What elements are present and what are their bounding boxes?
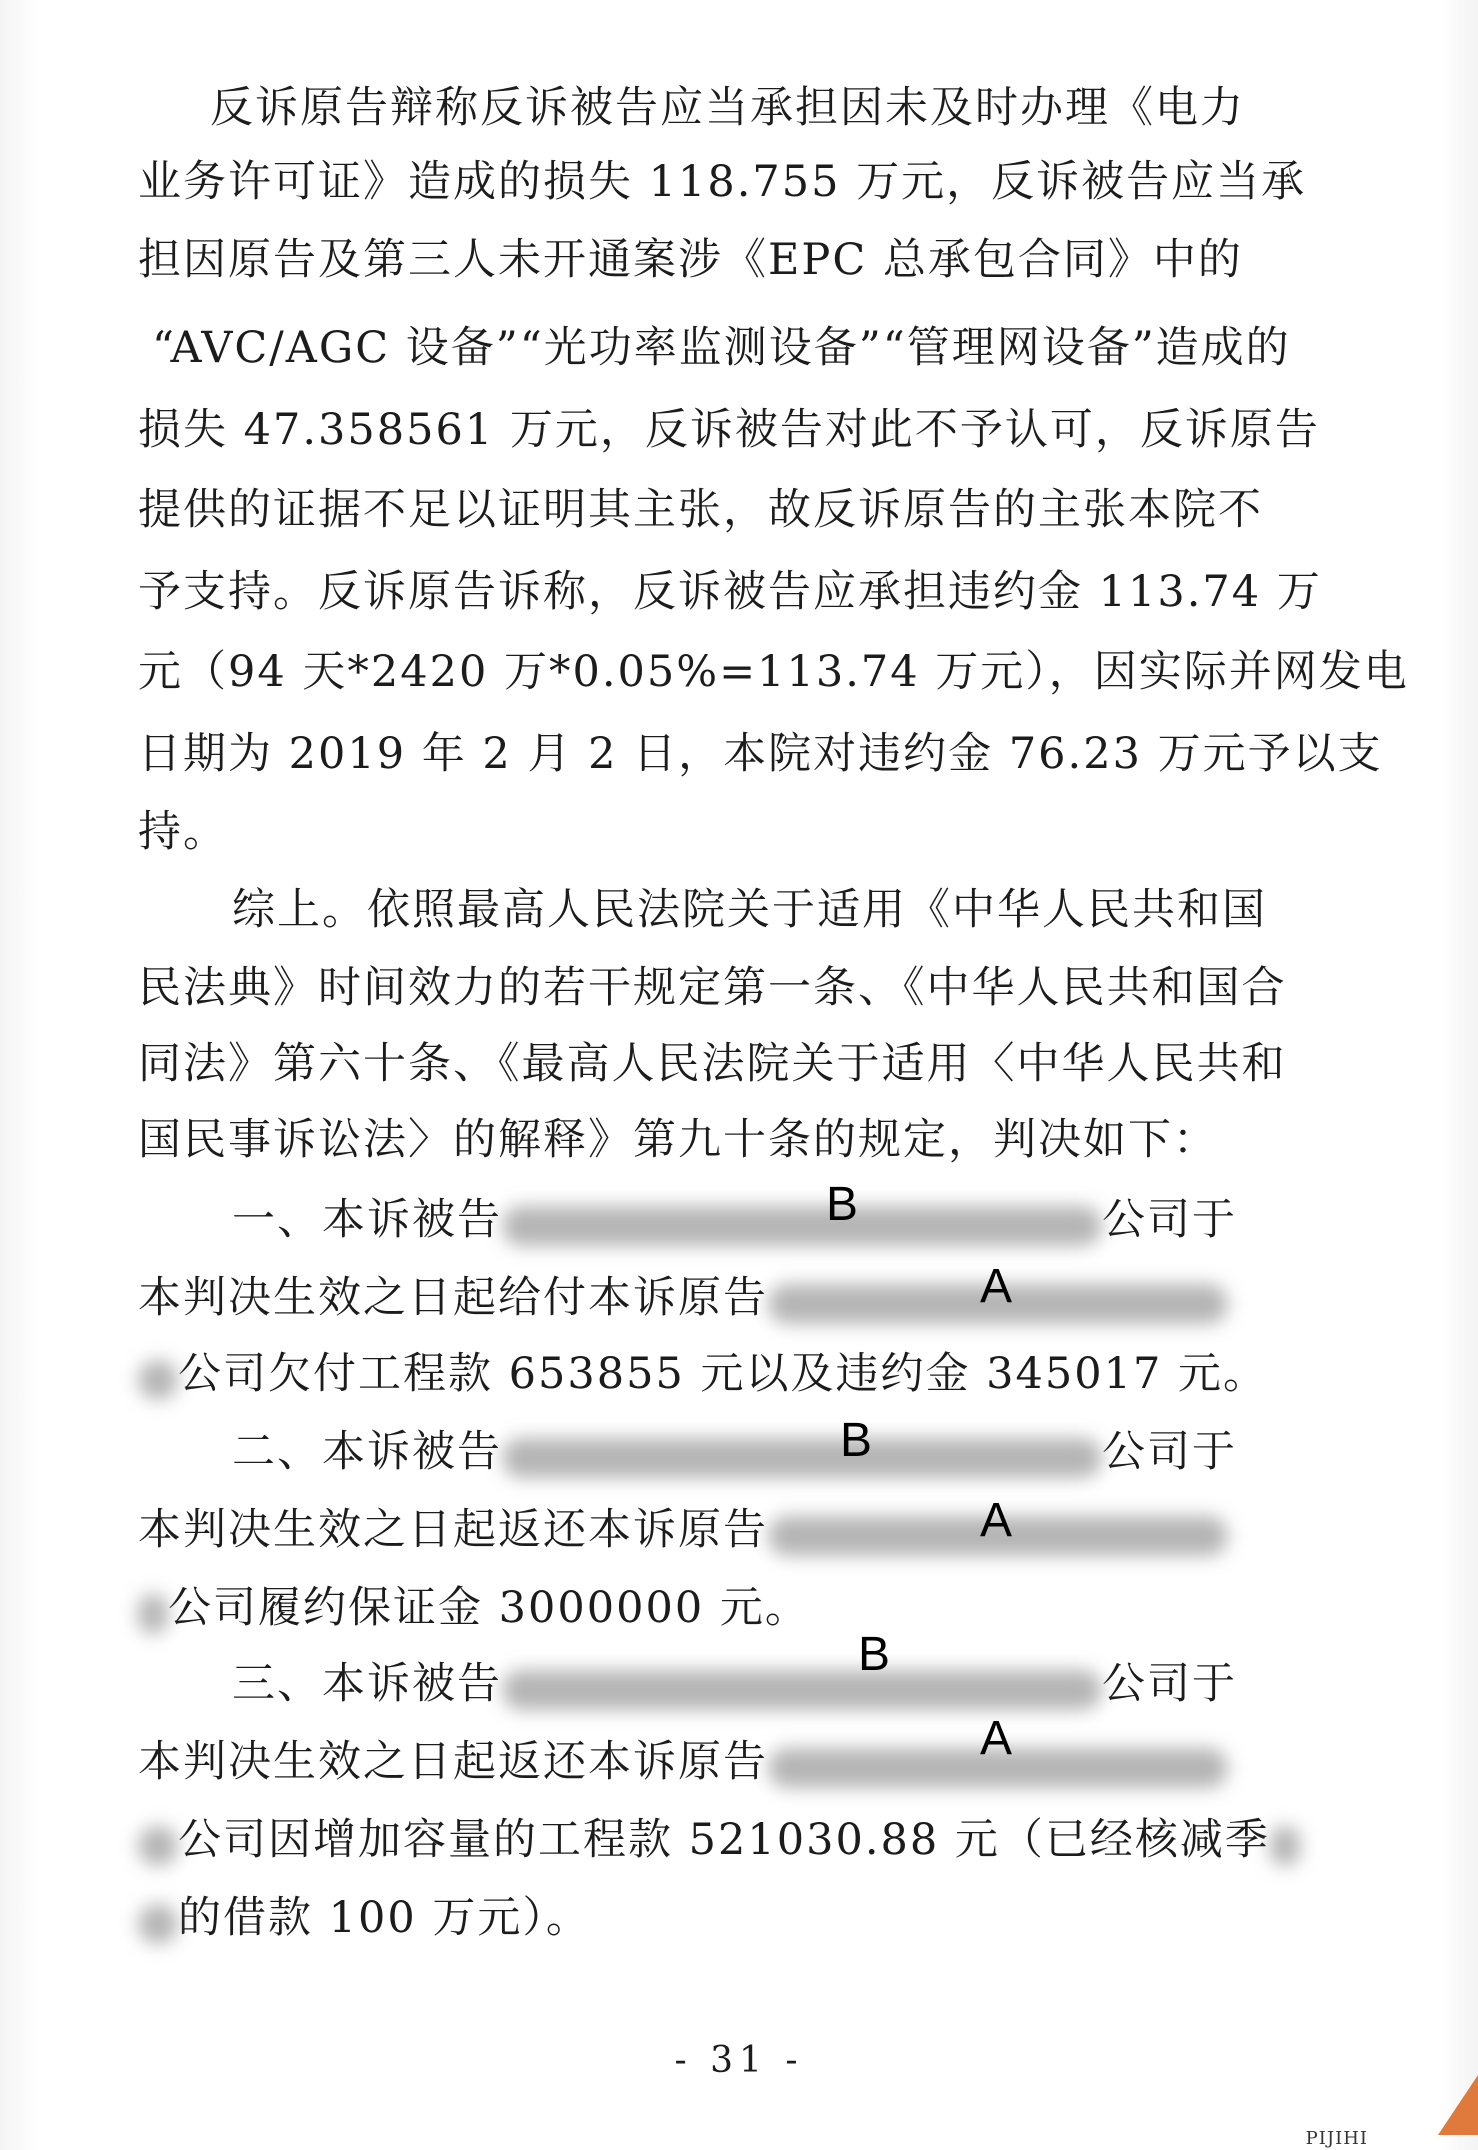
item-prefix: 二、本诉被告 [232, 1427, 502, 1477]
judgment-item-1-line-1 [232, 1190, 1237, 1253]
text-line: 国民事诉讼法〉的解释》第九十条的规定，判决如下： [138, 1115, 1218, 1165]
item-text: 本判决生效之日起返还本诉原告 [138, 1505, 768, 1555]
text-line: 反诉原告辩称反诉被告应当承担因未及时办理《电力 [210, 83, 1245, 133]
judgment-item-3-line-3 [138, 1810, 1300, 1873]
redacted-name-fragment [138, 1891, 178, 1951]
marker-defendant-b: B [858, 1628, 891, 1681]
judgment-item-2-line-2 [138, 1500, 1228, 1563]
text-line: 损失 47.358561 万元，反诉被告对此不予认可，反诉原告 [138, 405, 1320, 455]
red-stamp-fragment [1438, 2075, 1478, 2135]
item-text: 公司欠付工程款 653855 元以及违约金 345017 元。 [178, 1349, 1268, 1399]
item-suffix: 公司于 [1102, 1427, 1237, 1477]
text-line: 综上。依照最高人民法院关于适用《中华人民共和国 [232, 885, 1267, 935]
page-number: - 31 - [674, 2040, 804, 2081]
marker-plaintiff-a: A [980, 1712, 1013, 1765]
judgment-item-1-line-2 [138, 1268, 1228, 1331]
item-suffix: 公司于 [1102, 1195, 1237, 1245]
item-prefix: 三、本诉被告 [232, 1659, 502, 1709]
text-line: 元（94 天*2420 万*0.05%=113.74 万元），因实际并网发电 [138, 647, 1409, 697]
text-line: 日期为 2019 年 2 月 2 日，本院对违约金 76.23 万元予以支 [138, 729, 1383, 779]
redacted-defendant-name [502, 1193, 1102, 1253]
marker-defendant-b: B [840, 1414, 873, 1467]
redacted-plaintiff-name-tail [138, 1581, 168, 1641]
text-line: 予支持。反诉原告诉称，反诉被告应承担违约金 113.74 万 [138, 567, 1322, 617]
judgment-item-3-line-2 [138, 1732, 1228, 1795]
text-line: 民法典》时间效力的若干规定第一条、《中华人民共和国合 [138, 963, 1287, 1013]
item-text: 公司因增加容量的工程款 521030.88 元（已经核减季 [178, 1815, 1270, 1865]
redacted-defendant-name [502, 1657, 1102, 1717]
item-text: 的借款 100 万元）。 [178, 1893, 591, 1943]
text-line: 担因原告及第三人未开通案涉《EPC 总承包合同》中的 [138, 235, 1243, 285]
judgment-item-1-line-3 [138, 1344, 1268, 1407]
text-line: “AVC/AGC 设备”“光功率监测设备”“管理网设备”造成的 [152, 323, 1291, 373]
item-text: 本判决生效之日起给付本诉原告 [138, 1273, 768, 1323]
marker-plaintiff-a: A [980, 1494, 1013, 1547]
item-prefix: 一、本诉被告 [232, 1195, 502, 1245]
redacted-plaintiff-name-tail [138, 1813, 178, 1873]
marker-defendant-b: B [826, 1178, 859, 1231]
marker-plaintiff-a: A [980, 1260, 1013, 1313]
judgment-item-3-line-4 [138, 1888, 591, 1951]
item-text: 本判决生效之日起返还本诉原告 [138, 1737, 768, 1787]
redacted-name-fragment [1270, 1813, 1300, 1873]
redacted-defendant-name [502, 1425, 1102, 1485]
text-line: 持。 [138, 807, 228, 857]
judgment-item-3-line-1 [232, 1654, 1237, 1717]
judgment-item-2-line-1 [232, 1422, 1237, 1485]
item-suffix: 公司于 [1102, 1659, 1237, 1709]
text-line: 同法》第六十条、《最高人民法院关于适用〈中华人民共和 [138, 1039, 1287, 1089]
judgment-item-2-line-3 [138, 1578, 810, 1641]
text-line: 提供的证据不足以证明其主张，故反诉原告的主张本院不 [138, 485, 1263, 535]
redacted-plaintiff-name-tail [138, 1347, 178, 1407]
item-text: 公司履约保证金 3000000 元。 [168, 1583, 810, 1633]
stamp-text: PIJIHI [1305, 2128, 1368, 2149]
text-line: 业务许可证》造成的损失 118.755 万元，反诉被告应当承 [138, 157, 1307, 207]
